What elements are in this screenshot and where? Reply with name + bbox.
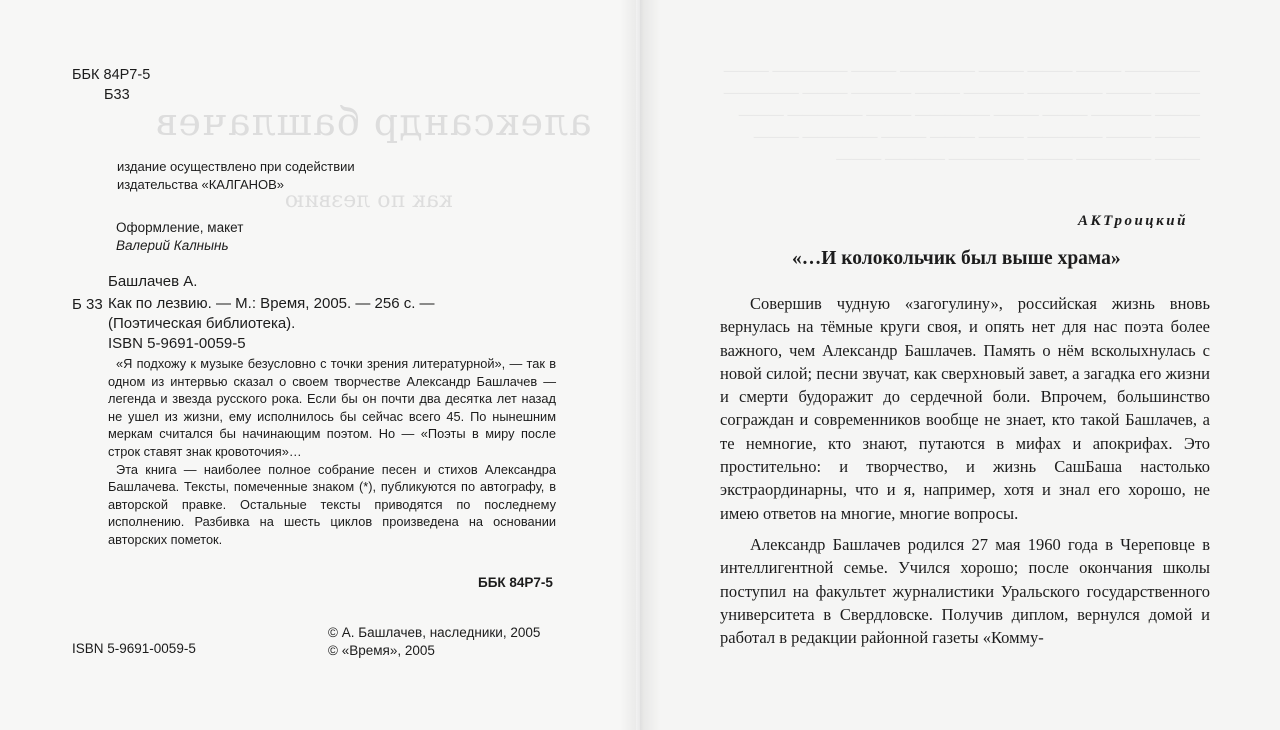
author-mark-top: Б33: [104, 87, 130, 103]
essay-paragraph-2: Александр Башлачев родился 27 мая 1960 года в Череповце в интеллигентной семье. Учился хорошо; после окончания школы поступил на факультет журналистики Уральского государственного университета в Свердловске. Получив диплом, вернулся домой и работал в редакции районной газеты «Комму-: [720, 534, 1210, 648]
left-page: [0, 0, 636, 730]
copyright-author: © А. Башлачев, наследники, 2005: [328, 625, 541, 640]
isbn-bottom: ISBN 5-9691-0059-5: [72, 641, 196, 656]
annotation-paragraph-1: «Я подхожу к музыке безусловно с точки зрения литературной», — так в одном из интервью сказал о своем творчестве Александр Башлачев — легенда и звезда русского рока. Если бы он почти два десятка лет назад не ушел из жизни, ему исполнилось бы сейчас всего 45. По нынешним меркам считался бы начинающим поэтом. Но — «Поэты в миру после строк ставят знак кровоточия»…: [108, 356, 556, 459]
design-credit-label: Оформление, макет: [116, 220, 244, 235]
bleed-through-text: ————— ——— ——— ——— ————— ——— ————— ——— ——— ——— ————— ———— ——— ———— ——— ————— ——— ———— ——— ——— ————— ——— ————— ——— ——— ——— ————— ——— ——— ——— ————— ——— ——— ————— ——— ————— ———— ———: [723, 63, 1200, 167]
bleed-through-subtitle: как по лезвию: [285, 188, 453, 213]
bibliographic-author: Башлачев А.: [108, 273, 198, 290]
essay-author-signature: АКТроицкий: [1078, 213, 1188, 229]
chapter-title: «…И колокольчик был выше храма»: [792, 248, 1121, 269]
copyright-publisher: © «Время», 2005: [328, 643, 435, 658]
bibliographic-line-1: Как по лезвию. — М.: Время, 2005. — 256 с. —: [108, 295, 435, 312]
annotation-paragraph-2: Эта книга — наиболее полное собрание песен и стихов Александра Башлачева. Тексты, помеченные знаком (*), публикуются по автографу, в авторской правке. Остальные тексты приводятся по последнему исполнению. Разбивка на шесть циклов произведена на основании авторских пометок.: [108, 461, 556, 547]
author-mark-side: Б 33: [72, 296, 103, 313]
design-credit-name: Валерий Калнынь: [116, 238, 229, 253]
bibliographic-record: [108, 294, 435, 354]
bibliographic-line-2: (Поэтическая библиотека).: [108, 315, 296, 332]
sponsor-note: [117, 158, 355, 194]
bleed-through-title: александр башлачев: [155, 100, 592, 144]
essay-body: [720, 292, 1210, 657]
copyright-block: [328, 624, 540, 660]
essay-paragraph-1: Совершив чудную «загогулину», российская жизнь вновь вернулась на тёмные круги своя, и опять нет для нас поэта более важного, чем Александр Башлачев. Память о нём всколыхнулась с новой силой; песни звучат, как сверхновый завет, а загадка его жизни и смерти будоражит до сердечной боли. Впрочем, большинство сограждан и современников вообще не знает, кто такой Башлачев, а те немногие, кто знают, путаются в мифах и апокрифах. Это простительно: и творчество, и жизнь СашБаша настолько экстраординарны, что и я, например, хотя и знал его хорошо, не имею ответов на многие, многие вопросы.: [720, 294, 1210, 523]
annotation: [108, 355, 556, 549]
bbk-code-bottom: ББК 84Р7-5: [478, 575, 553, 590]
sponsor-line-1: издание осуществлено при содействии: [117, 159, 355, 174]
bbk-code-top: ББК 84Р7-5: [72, 67, 151, 83]
isbn-inline: ISBN 5-9691-0059-5: [108, 335, 246, 352]
sponsor-line-2: издательства «КАЛГАНОВ»: [117, 177, 285, 192]
